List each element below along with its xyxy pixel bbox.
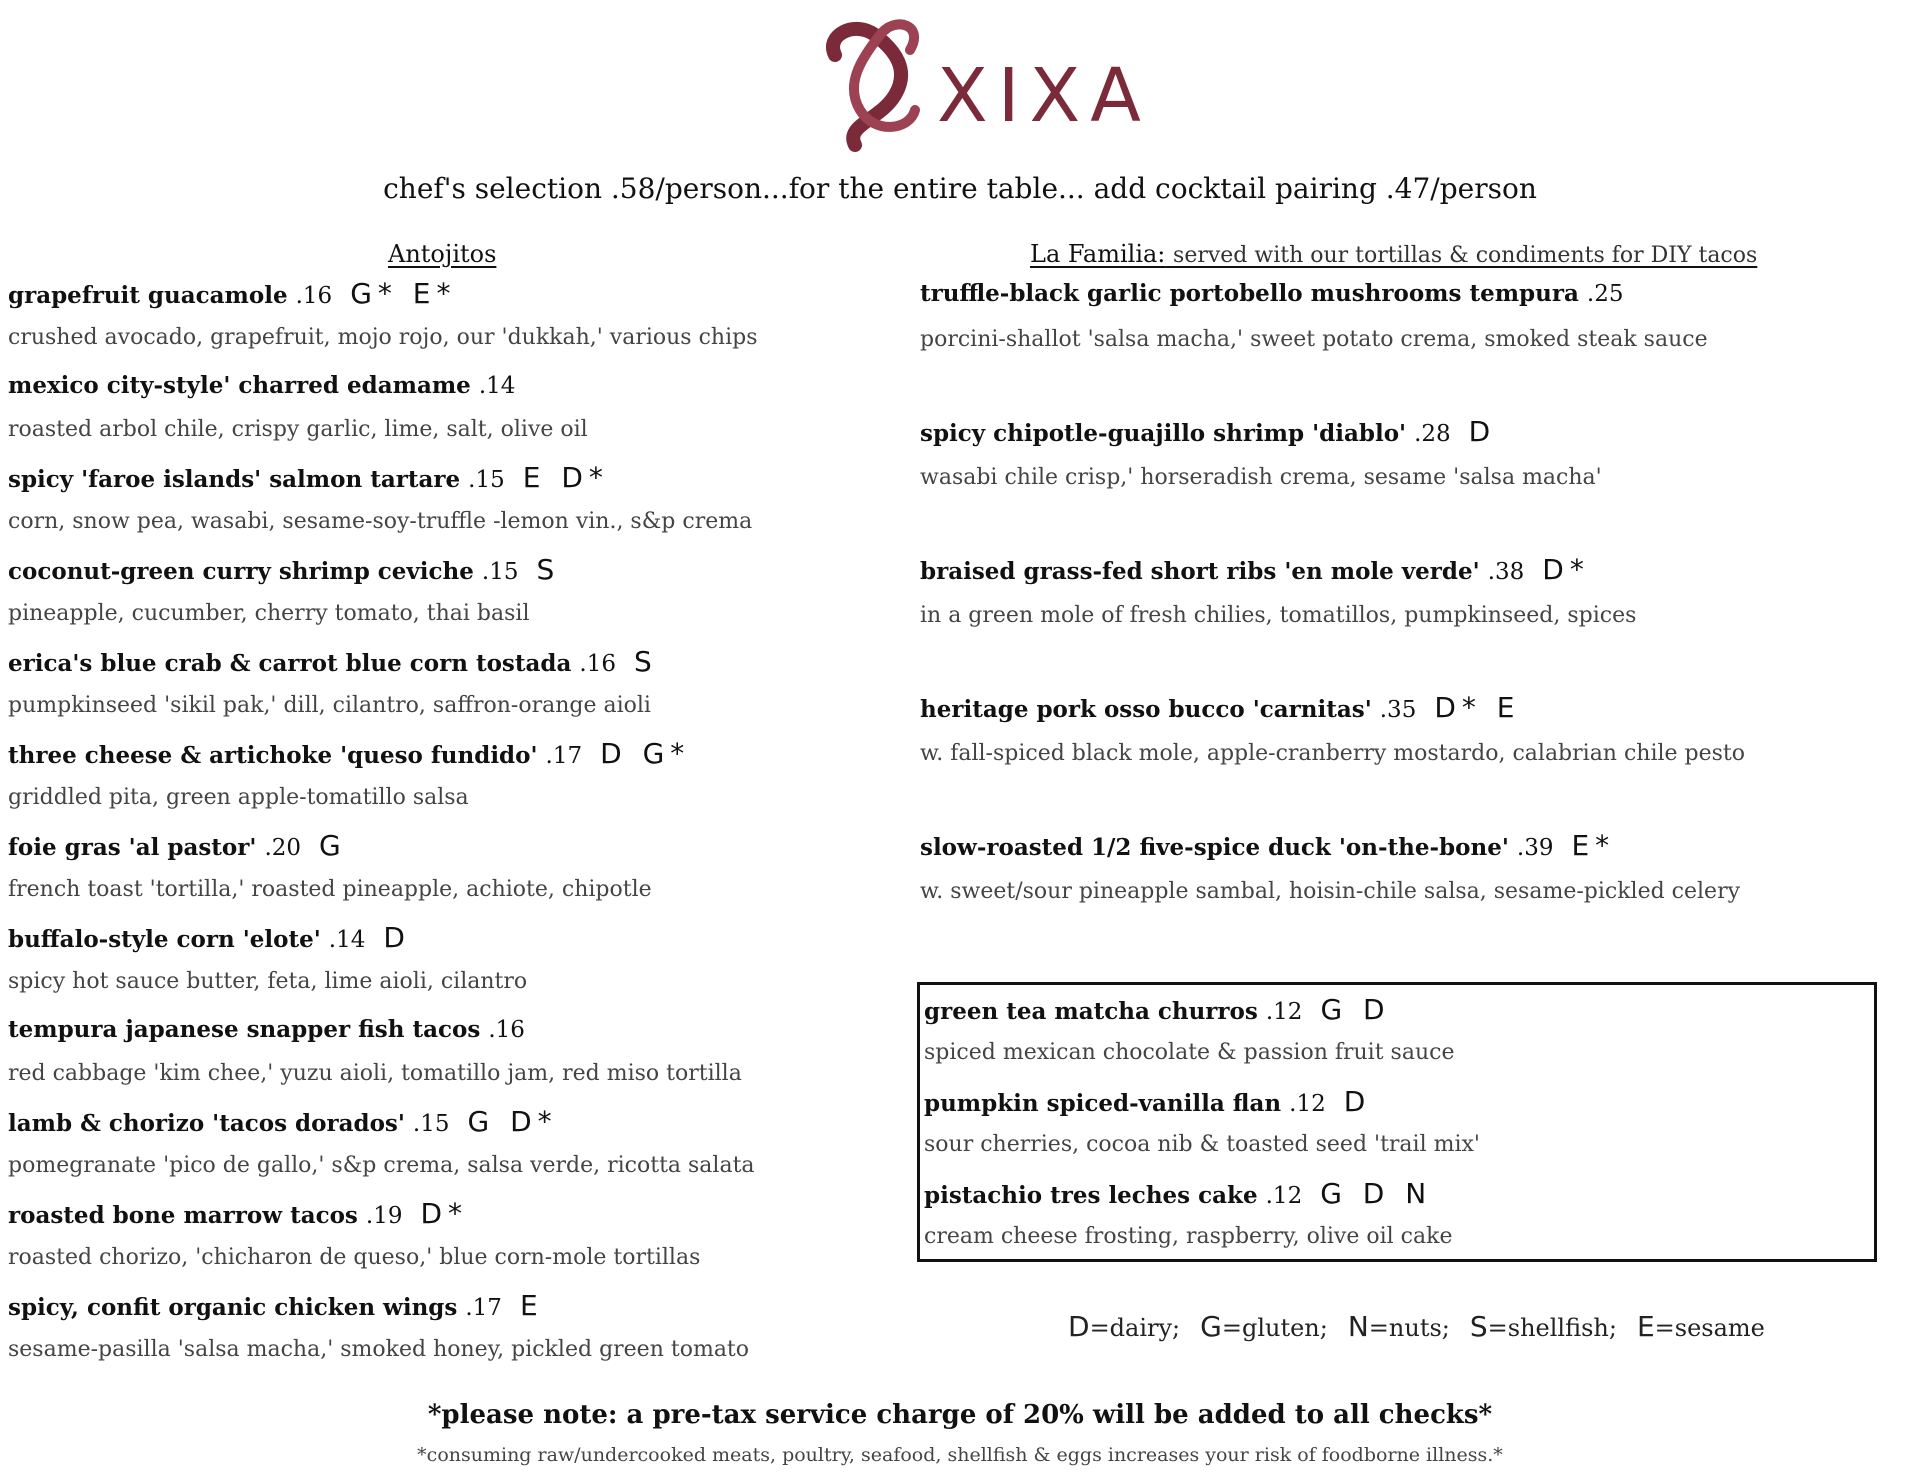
menu-item-name-line: [8, 640, 908, 684]
menu-item-name-line: [924, 1171, 1870, 1217]
legend-label: =gluten;: [1221, 1314, 1328, 1342]
menu-item: [920, 410, 1920, 548]
menu-item-price: .28: [1414, 421, 1451, 447]
menu-item-allergen-flags: D*: [1542, 553, 1590, 586]
menu-item-allergen-flags: S: [633, 645, 658, 678]
menu-item-price: .38: [1487, 559, 1525, 585]
menu-item-description: w. sweet/sour pineapple sambal, hoisin-chile salsa, sesame-pickled celery: [920, 879, 1741, 904]
menu-item-allergen-flags: G D*: [467, 1105, 558, 1138]
menu-item-name-line: [924, 987, 1870, 1033]
menu-item-name: braised grass-fed short ribs 'en mole verde': [920, 558, 1480, 585]
menu-item-description: pineapple, cucumber, cherry tomato, thai basil: [8, 601, 530, 626]
menu-item-description: corn, snow pea, wasabi, sesame-soy-truffle -lemon vin., s&p crema: [8, 509, 753, 534]
menu-item-name: three cheese & artichoke 'queso fundido': [8, 742, 538, 769]
menu-item-allergen-flags: D*: [420, 1197, 469, 1230]
menu-item-price: .17: [545, 743, 583, 769]
la-familia-list: [920, 272, 1920, 962]
menu-item-name-line: [920, 272, 1920, 318]
menu-item: [8, 456, 908, 548]
menu-item-price: .16: [488, 1017, 525, 1043]
menu-item-name-line: [920, 686, 1920, 732]
menu-item-description: in a green mole of fresh chilies, tomatillos, pumpkinseed, spices: [920, 603, 1637, 628]
menu-item-price: .15: [468, 467, 505, 493]
menu-item-name: erica's blue crab & carrot blue corn tostada: [8, 650, 572, 677]
xixa-swirl-logo-icon: [815, 15, 935, 155]
la-familia-note: served with our tortillas & condiments for DIY tacos: [1173, 243, 1758, 268]
menu-item-description: roasted arbol chile, crispy garlic, lime, salt, olive oil: [8, 417, 588, 442]
menu-item-name-line: [8, 1100, 908, 1144]
menu-item-name: mexico city-style' charred edamame: [8, 372, 471, 399]
menu-item-name: buffalo-style corn 'elote': [8, 926, 321, 953]
antojitos-title: Antojitos: [388, 240, 497, 268]
menu-item-name-line: [8, 824, 908, 868]
menu-item-description: spiced mexican chocolate & passion fruit sauce: [924, 1040, 1455, 1065]
menu-item-name: lamb & chorizo 'tacos dorados': [8, 1110, 405, 1137]
dessert-list: [924, 987, 1870, 1263]
menu-item-description: wasabi chile crisp,' horseradish crema, sesame 'salsa macha': [920, 465, 1602, 490]
menu-item-allergen-flags: G* E*: [350, 277, 457, 310]
menu-item-allergen-flags: D: [1468, 415, 1497, 448]
la-familia-heading: [1030, 240, 1920, 268]
menu-item-description: spicy hot sauce butter, feta, lime aioli, cilantro: [8, 969, 528, 994]
legend-entry: [1068, 1310, 1181, 1343]
menu-item: [8, 1284, 908, 1376]
foodborne-disclaimer: *consuming raw/undercooked meats, poultry, seafood, shellfish & eggs increases your risk of foodborne illness.*: [417, 1444, 1503, 1466]
menu-item-allergen-flags: E: [519, 1289, 544, 1322]
legend-entry: [1469, 1310, 1617, 1343]
menu-item-price: .16: [295, 283, 333, 309]
menu-item-name: spicy 'faroe islands' salmon tartare: [8, 466, 461, 493]
menu-item: [8, 824, 908, 916]
legend-key: S: [1469, 1310, 1488, 1343]
menu-item-name: pistachio tres leches cake: [924, 1182, 1258, 1209]
menu-item-name: slow-roasted 1/2 five-spice duck 'on-the-bone': [920, 834, 1509, 861]
legend-label: =shellfish;: [1487, 1314, 1617, 1342]
menu-item-description: griddled pita, green apple-tomatillo salsa: [8, 785, 469, 810]
menu-item-name-line: [8, 456, 908, 500]
menu-item-name-line: [8, 1284, 908, 1328]
menu-item: [8, 1100, 908, 1192]
menu-item-name-line: [8, 272, 908, 316]
menu-item-allergen-flags: D G*: [600, 737, 691, 770]
legend-label: =dairy;: [1089, 1314, 1181, 1342]
menu-item-name-line: [920, 824, 1920, 870]
menu-item-name: tempura japanese snapper fish tacos: [8, 1016, 481, 1043]
legend-key: D: [1068, 1310, 1090, 1343]
menu-item-name: spicy chipotle-guajillo shrimp 'diablo': [920, 420, 1407, 447]
menu-item-price: .39: [1516, 835, 1554, 861]
menu-item: [924, 1079, 1870, 1171]
menu-item-description: pumpkinseed 'sikil pak,' dill, cilantro, saffron-orange aioli: [8, 693, 651, 718]
menu-item-price: .16: [579, 651, 616, 677]
menu-item-description: w. fall-spiced black mole, apple-cranberry mostardo, calabrian chile pesto: [920, 741, 1746, 766]
menu-item: [8, 364, 908, 456]
menu-item-allergen-flags: E D*: [522, 461, 609, 494]
menu-item: [920, 548, 1920, 686]
menu-item-price: .14: [328, 927, 366, 953]
menu-item: [920, 824, 1920, 962]
brand-wordmark: XIXA: [937, 53, 1151, 139]
menu-item: [8, 272, 908, 364]
menu-item-name: coconut-green curry shrimp ceviche: [8, 558, 474, 585]
menu-item-description: sesame-pasilla 'salsa macha,' smoked honey, pickled green tomato: [8, 1337, 750, 1362]
antojitos-list: [8, 272, 908, 1376]
menu-item-name: spicy, confit organic chicken wings: [8, 1294, 458, 1321]
menu-item-description: red cabbage 'kim chee,' yuzu aioli, tomatillo jam, red miso tortilla: [8, 1061, 742, 1086]
menu-item: [920, 272, 1920, 410]
menu-item: [8, 640, 908, 732]
menu-item-price: .12: [1289, 1091, 1326, 1117]
legend-key: G: [1200, 1310, 1222, 1343]
menu-item: [8, 732, 908, 824]
menu-item-description: crushed avocado, grapefruit, mojo rojo, our 'dukkah,' various chips: [8, 325, 758, 350]
menu-item-name: roasted bone marrow tacos: [8, 1202, 358, 1229]
menu-item-name: green tea matcha churros: [924, 998, 1258, 1025]
menu-item-allergen-flags: G: [319, 829, 347, 862]
menu-item-name: foie gras 'al pastor': [8, 834, 257, 861]
legend-label: =sesame: [1654, 1314, 1765, 1342]
antojitos-section: [8, 240, 908, 1376]
menu-item-price: .15: [481, 559, 519, 585]
menu-item-description: cream cheese frosting, raspberry, olive oil cake: [924, 1224, 1453, 1249]
menu-item-name-line: [8, 916, 908, 960]
chef-selection-headline: chef's selection .58/person...for the entire table... add cocktail pairing .47/person: [383, 172, 1537, 205]
menu-item-name-line: [8, 1008, 908, 1052]
legend-label: =nuts;: [1368, 1314, 1450, 1342]
menu-item: [8, 1192, 908, 1284]
legend-key: E: [1636, 1310, 1655, 1343]
menu-item-allergen-flags: D* E: [1434, 691, 1521, 724]
menu-item-price: .25: [1586, 281, 1624, 307]
menu-item: [924, 1171, 1870, 1263]
brand-logo: [815, 15, 1151, 155]
la-familia-title: La Familia:: [1030, 240, 1166, 268]
menu-item-name-line: [924, 1079, 1870, 1125]
legend-entry: [1347, 1310, 1450, 1343]
menu-item-name-line: [920, 548, 1920, 594]
menu-item-description: sour cherries, cocoa nib & toasted seed 'trail mix': [924, 1132, 1480, 1157]
menu-item-price: .19: [365, 1203, 403, 1229]
menu-item-description: roasted chorizo, 'chicharon de queso,' blue corn-mole tortillas: [8, 1245, 701, 1270]
legend-entry: [1636, 1310, 1765, 1343]
la-familia-section: [920, 240, 1920, 962]
menu-item-name-line: [8, 1192, 908, 1236]
menu-item-description: french toast 'tortilla,' roasted pineapple, achiote, chipotle: [8, 877, 652, 902]
menu-item-name: heritage pork osso bucco 'carnitas': [920, 696, 1372, 723]
menu-item: [920, 686, 1920, 824]
menu-item: [8, 916, 908, 1008]
menu-item: [924, 987, 1870, 1079]
menu-item-allergen-flags: D: [1343, 1085, 1372, 1118]
menu-item-allergen-flags: E*: [1571, 829, 1616, 862]
service-charge-notice: *please note: a pre-tax service charge of 20% will be added to all checks*: [427, 1400, 1493, 1430]
menu-item-price: .20: [264, 835, 302, 861]
menu-item-price: .14: [478, 373, 516, 399]
menu-item-allergen-flags: G D: [1320, 993, 1391, 1026]
menu-item-price: .17: [465, 1295, 502, 1321]
menu-item: [8, 1008, 908, 1100]
menu-item-name: grapefruit guacamole: [8, 282, 288, 309]
menu-item-description: pomegranate 'pico de gallo,' s&p crema, salsa verde, ricotta salata: [8, 1153, 755, 1178]
menu-item-name-line: [8, 732, 908, 776]
menu-item-name: pumpkin spiced-vanilla flan: [924, 1090, 1282, 1117]
menu-item-name-line: [8, 364, 908, 408]
allergen-legend: [1068, 1310, 1785, 1343]
menu-item-description: porcini-shallot 'salsa macha,' sweet potato crema, smoked steak sauce: [920, 327, 1708, 352]
menu-item-allergen-flags: S: [536, 553, 561, 586]
menu-item-allergen-flags: D: [383, 921, 411, 954]
menu-item-allergen-flags: G D N: [1320, 1177, 1433, 1210]
menu-item-name-line: [920, 410, 1920, 456]
menu-item-price: .15: [412, 1111, 450, 1137]
legend-key: N: [1347, 1310, 1369, 1343]
menu-item-name: truffle-black garlic portobello mushrooms tempura: [920, 280, 1579, 307]
menu-item-price: .35: [1379, 697, 1417, 723]
dessert-box: [917, 982, 1877, 1262]
menu-item-name-line: [8, 548, 908, 592]
menu-item: [8, 548, 908, 640]
menu-item-price: .12: [1265, 1183, 1303, 1209]
legend-entry: [1200, 1310, 1328, 1343]
menu-item-price: .12: [1265, 999, 1303, 1025]
